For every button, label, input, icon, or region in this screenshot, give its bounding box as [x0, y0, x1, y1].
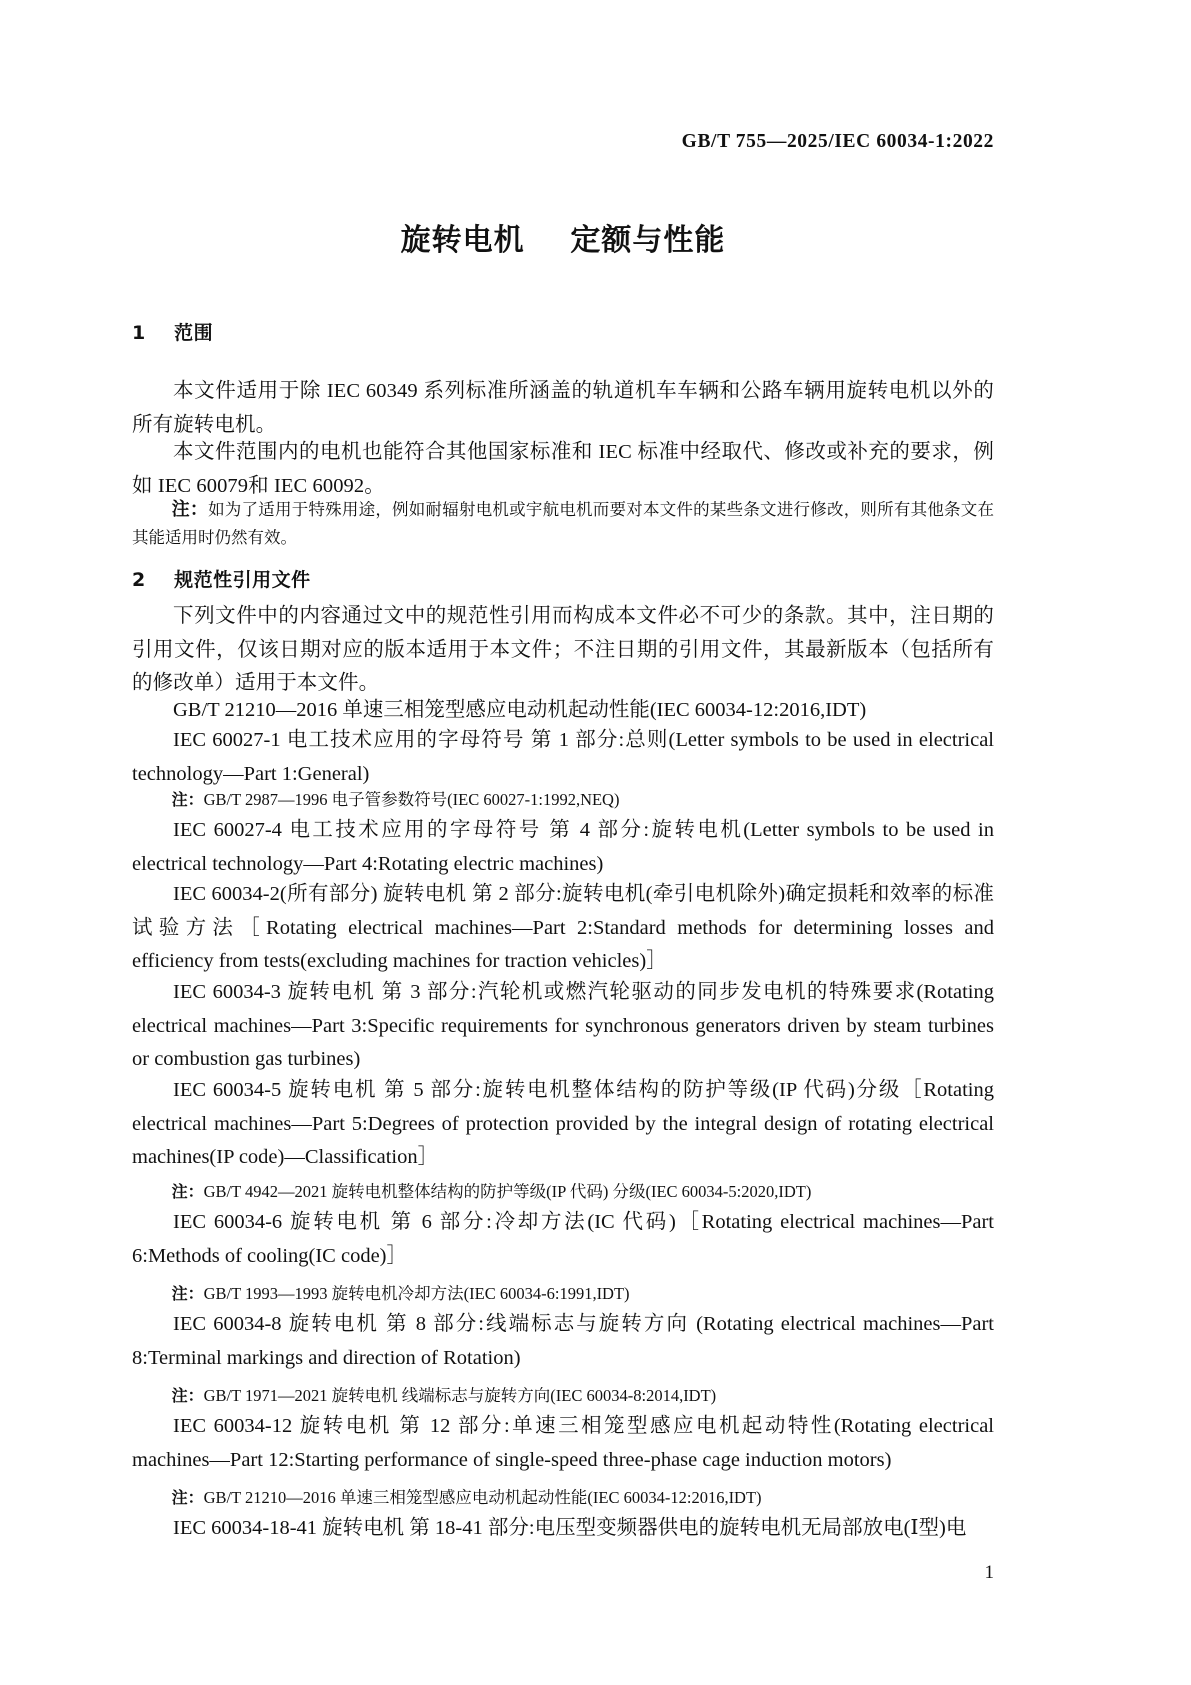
reference-iec-60034-6: IEC 60034-6 旋转电机 第 6 部分:冷却方法(IC 代码)［Rotating electrical machines—Part 6:Methods of cooling(IC code)］ — [132, 1211, 994, 1267]
reference-iec-60034-8: IEC 60034-8 旋转电机 第 8 部分:线端标志与旋转方向 (Rotating electrical machines—Part 8:Terminal markings and direction of Rotation) — [132, 1313, 994, 1369]
section-1-note-text: 如为了适用于特殊用途，例如耐辐射电机或宇航电机而要对本文件的某些条文进行修改，则所有其他条文在其能适用时仍然有效。 — [132, 500, 995, 547]
note-label: 注 — [171, 499, 190, 520]
note-colon: ： — [187, 1488, 204, 1507]
note-colon: ： — [187, 1386, 204, 1405]
note-colon: ： — [187, 790, 204, 809]
reference-iec-60034-18-41: IEC 60034-18-41 旋转电机 第 18-41 部分:电压型变频器供电的旋转电机无局部放电(Ⅰ型)电 — [173, 1517, 967, 1539]
section-heading-2: 2 规范性引用文件 — [132, 569, 311, 591]
section-heading-1: 1 范围 — [132, 322, 214, 344]
running-header-standard-code: GB/T 755—2025/IEC 60034-1:2022 — [681, 131, 994, 152]
reference-iec-60034-2: IEC 60034-2(所有部分) 旋转电机 第 2 部分:旋转电机(牵引电机除外)确定损耗和效率的标准试验方法［Rotating electrical machines—Part 2:Standard methods for determining losses and efficiency from tests(excluding machines for traction vehicles)］ — [132, 883, 994, 972]
reference-note-gbt-1971 — [132, 1382, 994, 1410]
reference-gbt-21210: GB/T 21210—2016 单速三相笼型感应电动机起动性能(IEC 60034-12:2016,IDT) — [173, 699, 867, 721]
reference-note-gbt-21210 — [132, 1484, 994, 1512]
note-label: 注 — [171, 1488, 188, 1507]
reference-iec-60034-12: IEC 60034-12 旋转电机 第 12 部分:单速三相笼型感应电机起动特性(Rotating electrical machines—Part 12:Starting performance of single-speed three-phase cage induction motors) — [132, 1415, 994, 1471]
reference-note-gbt-4942-text: GB/T 4942—2021 旋转电机整体结构的防护等级(IP 代码) 分级(IEC 60034-5:2020,IDT) — [203, 1182, 812, 1201]
section-2-intro-paragraph: 下列文件中的内容通过文中的规范性引用而构成本文件必不可少的条款。其中，注日期的引用文件，仅该日期对应的版本适用于本文件；不注日期的引用文件，其最新版本（包括所有的修改单）适用于本文件。 — [132, 605, 994, 694]
note-label: 注 — [171, 1182, 188, 1201]
reference-iec-60034-3: IEC 60034-3 旋转电机 第 3 部分:汽轮机或燃汽轮驱动的同步发电机的特殊要求(Rotating electrical machines—Part 3:Specific requirements for synchronous generators driven by steam turbines or combustion gas turbines) — [132, 981, 994, 1070]
reference-note-gbt-4942 — [132, 1178, 994, 1206]
section-1-paragraph-1: 本文件适用于除 IEC 60349 系列标准所涵盖的轨道机车车辆和公路车辆用旋转电机以外的所有旋转电机。 — [132, 380, 994, 436]
note-colon: ： — [187, 1182, 204, 1201]
page-number: 1 — [984, 1562, 994, 1583]
note-label: 注 — [171, 1386, 188, 1405]
reference-iec-60027-1: IEC 60027-1 电工技术应用的字母符号 第 1 部分:总则(Letter symbols to be used in electrical technology—Part 1:General) — [132, 729, 994, 785]
note-colon: ： — [187, 1284, 204, 1303]
reference-note-gbt-2987 — [132, 786, 994, 814]
reference-note-gbt-1993-text: GB/T 1993—1993 旋转电机冷却方法(IEC 60034-6:1991,IDT) — [203, 1284, 630, 1303]
page-title: 旋转电机 定额与性能 — [400, 223, 726, 258]
note-label: 注 — [171, 790, 188, 809]
reference-note-gbt-1993 — [132, 1280, 994, 1308]
reference-iec-60027-4: IEC 60027-4 电工技术应用的字母符号 第 4 部分:旋转电机(Letter symbols to be used in electrical technology—Part 4:Rotating electric machines) — [132, 819, 994, 875]
reference-note-gbt-2987-text: GB/T 2987—1996 电子管参数符号(IEC 60027-1:1992,NEQ) — [203, 790, 620, 809]
note-label: 注 — [171, 1284, 188, 1303]
section-1-paragraph-2: 本文件范围内的电机也能符合其他国家标准和 IEC 标准中经取代、修改或补充的要求，例如 IEC 60079和 IEC 60092。 — [132, 441, 994, 497]
reference-iec-60034-5: IEC 60034-5 旋转电机 第 5 部分:旋转电机整体结构的防护等级(IP 代码)分级［Rotating electrical machines—Part 5:Degrees of protection provided by the integral design of rotating electrical machines(IP code)—Classification］ — [132, 1079, 994, 1168]
note-colon: ： — [189, 499, 209, 520]
reference-note-gbt-21210-text: GB/T 21210—2016 单速三相笼型感应电动机起动性能(IEC 60034-12:2016,IDT) — [203, 1488, 762, 1507]
section-1-note — [132, 496, 994, 552]
reference-note-gbt-1971-text: GB/T 1971—2021 旋转电机 线端标志与旋转方向(IEC 60034-8:2014,IDT) — [203, 1386, 717, 1405]
